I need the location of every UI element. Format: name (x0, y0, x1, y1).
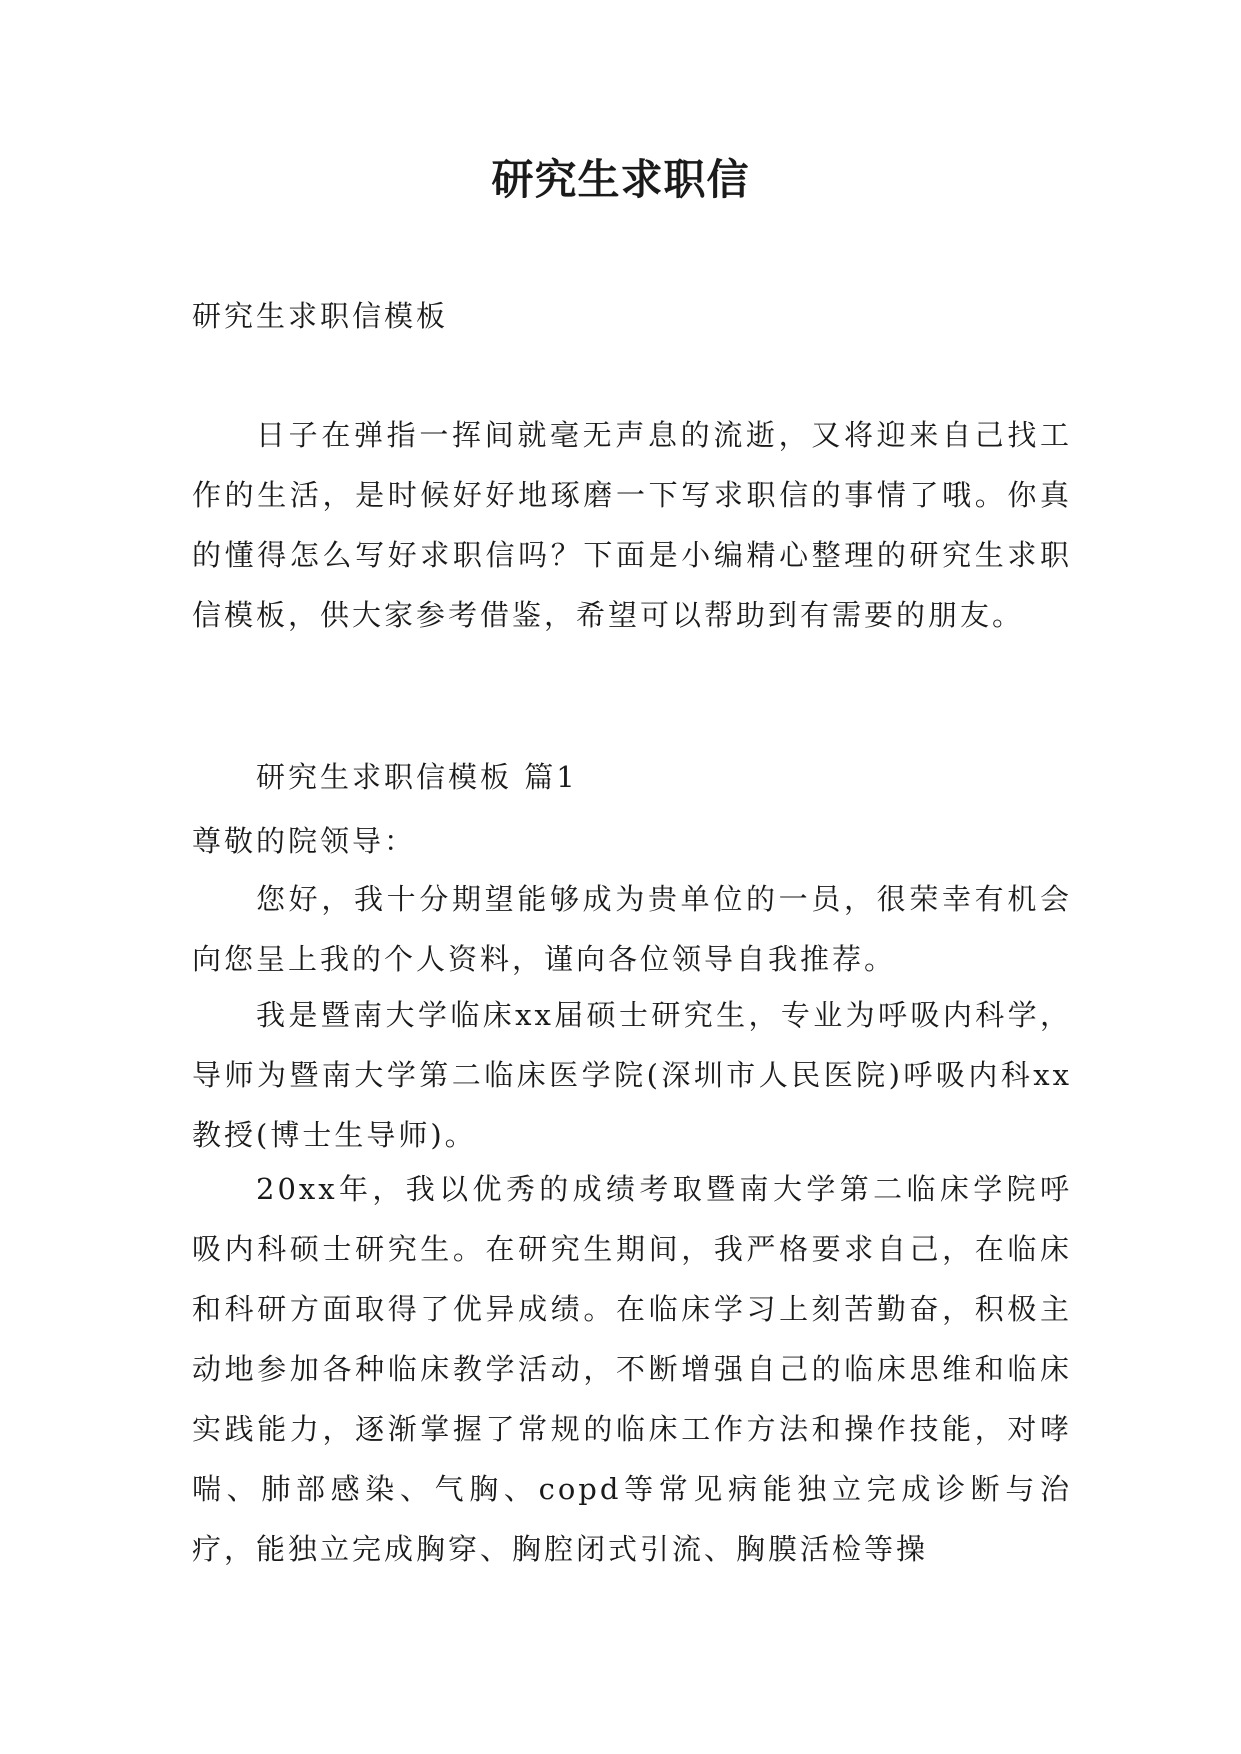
body-paragraph: 您好，我十分期望能够成为贵单位的一员，很荣幸有机会向您呈上我的个人资料，谨向各位领导自我推荐。 (192, 882, 1072, 976)
intro-paragraph: 日子在弹指一挥间就毫无声息的流逝，又将迎来自己找工作的生活，是时候好好地琢磨一下写求职信的事情了哦。你真的懂得怎么写好求职信吗？下面是小编精心整理的研究生求职信模板，供大家参考借鉴，希望可以帮助到有需要的朋友。 (192, 418, 1072, 632)
body-paragraph: 20xx年，我以优秀的成绩考取暨南大学第二临床学院呼吸内科硕士研究生。在研究生期间，我严格要求自己，在临床和科研方面取得了优异成绩。在临床学习上刻苦勤奋，积极主动地参加各种临床教学活动，不断增强自己的临床思维和临床实践能力，逐渐掌握了常规的临床工作方法和操作技能，对哮喘、肺部感染、气胸、copd等常见病能独立完成诊断与治疗，能独立完成胸穿、胸腔闭式引流、胸膜活检等操 (192, 1172, 1072, 1566)
letter-greeting: 尊敬的院领导： (192, 824, 417, 858)
page-title: 研究生求职信 (491, 155, 750, 204)
section-heading: 研究生求职信模板 篇1 (256, 760, 578, 794)
document-subtitle: 研究生求职信模板 (192, 299, 449, 333)
body-paragraph: 我是暨南大学临床xx届硕士研究生，专业为呼吸内科学，导师为暨南大学第二临床医学院(深圳市人民医院)呼吸内科xx教授(博士生导师)。 (192, 998, 1072, 1152)
